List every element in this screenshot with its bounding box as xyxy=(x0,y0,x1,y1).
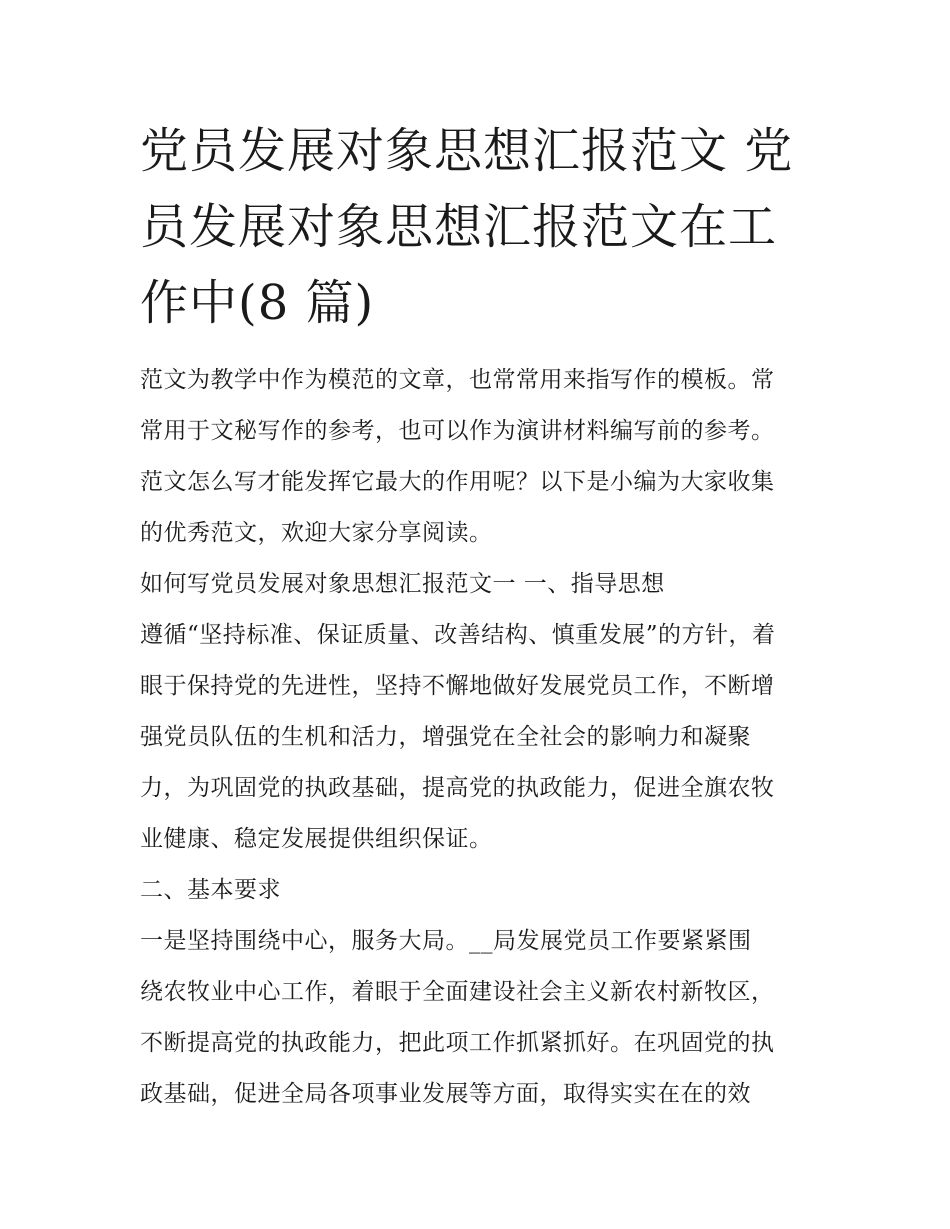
body-line: 不断提高党的执政能力，把此项工作抓紧抓好。在巩固党的执 xyxy=(140,1030,775,1056)
title-line: 党员发展对象思想汇报范文 党 xyxy=(140,123,794,179)
body-line: 的优秀范文，欢迎大家分享阅读。 xyxy=(140,520,493,546)
title-line: 作中(8 篇) xyxy=(140,275,375,331)
document-title xyxy=(140,113,820,341)
body-line: 遵循“坚持标准、保证质量、改善结构、慎重发展”的方针，着 xyxy=(140,622,776,648)
body-line: 范文怎么写才能发挥它最大的作用呢？以下是小编为大家收集 xyxy=(140,469,775,495)
body-line: 政基础，促进全局各项事业发展等方面，取得实实在在的效 xyxy=(140,1081,751,1107)
section-heading: 如何写党员发展对象思想汇报范文一 一、指导思想 xyxy=(140,571,665,597)
document-body xyxy=(140,355,820,1120)
body-line: 一是坚持围绕中心，服务大局。__局发展党员工作要紧紧围 xyxy=(140,928,752,954)
title-line: 员发展对象思想汇报范文在工 xyxy=(140,199,778,255)
body-line: 力，为巩固党的执政基础，提高党的执政能力，促进全旗农牧 xyxy=(140,775,775,801)
body-line: 业健康、稳定发展提供组织保证。 xyxy=(140,826,493,852)
body-line: 眼于保持党的先进性，坚持不懈地做好发展党员工作，不断增 xyxy=(140,673,775,699)
section-heading: 二、基本要求 xyxy=(140,877,281,903)
body-line: 绕农牧业中心工作，着眼于全面建设社会主义新农村新牧区， xyxy=(140,979,775,1005)
body-line: 范文为教学中作为模范的文章，也常常用来指写作的模板。常 xyxy=(140,367,775,393)
body-line: 强党员队伍的生机和活力，增强党在全社会的影响力和凝聚 xyxy=(140,724,751,750)
body-line: 常用于文秘写作的参考，也可以作为演讲材料编写前的参考。 xyxy=(140,418,775,444)
